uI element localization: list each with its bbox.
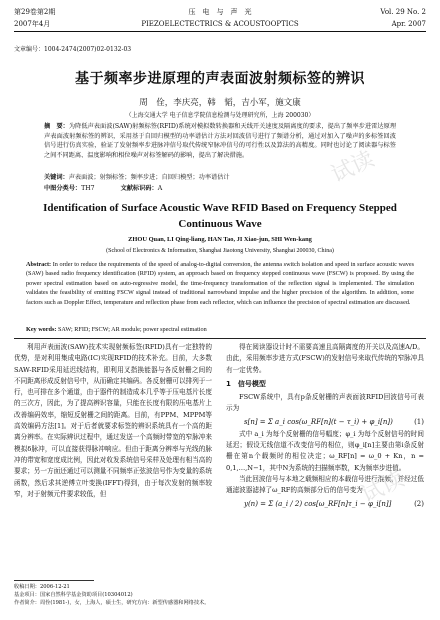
footnote-bio: 作者简介：周佺(1981-)，女，上海人，硕士生，研究方向：新型传感器和网络技术。: [14, 600, 210, 606]
header-rule: [14, 31, 426, 32]
footnote-received: 收稿日期：2006-12-21: [14, 584, 70, 590]
footnote-block: [14, 583, 224, 607]
equation-1-number: (1): [414, 417, 424, 426]
equation-2: [226, 497, 424, 511]
section-heading: 1 信号模型: [226, 379, 266, 388]
equation-2-body: y(n) = Σ (a_i / 2) cos[ω_RF[n]τ_i − φ_i[n]]: [244, 499, 392, 508]
keywords-english: [26, 326, 414, 333]
body-paragraph: 式中 a_i 为每个反射栅的信号幅度；φ_i 为每个反射信号的时间延迟；假设无线信道不改变信号的相位，则φ_i[n]主要由第i条反射栅在第n个载频时的相位决定；ω_RF[n] = ω_0 + Kn，n = 0,1,…,N−1，其中N为系统的扫描频率数，K为频率步进值。: [226, 429, 424, 472]
volume-issue-cn: 第29卷第2期: [14, 8, 56, 16]
affiliation-english: (School of Electronics & Information, Shanghai Jiaotong University, Shanghai 200030, China): [106, 248, 334, 254]
abstract-label-en: Abstract:: [26, 261, 52, 268]
equation-2-number: (2): [414, 499, 424, 508]
body-column-left: [14, 342, 212, 500]
title-chinese: 基于频率步进原理的声表面波射频标签的辨识: [75, 71, 365, 87]
watermark: 试读: [327, 146, 379, 188]
footnote-fund: 基金项目：国家自然科学基金资助项目(10304012): [14, 592, 133, 598]
keywords-label-en: Key words:: [26, 326, 57, 333]
body-paragraph: 得在阅读器设计时不需要高速且高隔离度的开关以及高速A/D。由此，采用频率步进方式(FSCW)的发射信号来取代传统的窄脉冲具有一定优势。: [226, 343, 424, 374]
keywords-label-cn: 关键词：: [44, 174, 69, 181]
watermark: 试读: [357, 466, 409, 508]
footnote-rule: [14, 580, 94, 581]
keywords-text-cn: 声表面波；射频标签；频率步进；自回归模型；功率谱估计: [68, 174, 230, 181]
abstract-text-en: In order to reduce the requirements of the speed of analog-to-digital conversion, the antenna switch isolation and speed in surface acoustic waves (SAW) based radio frequency identification (RFID) system, an approach based on frequency stepped continuous wave (FSCW) is proposed. By using the power spectral estimation based on auto-regressive model, the time-frequency transformation of the reflection signal is implemented. The simulation validates the feasibility of emitting FSCW signal instead of traditional narrowband impulse and the higher precision of the algorithm. In addition, some factors such as Doppler Effect, temperature and reflection phase from each reflector, which can influence the precision of spectral estimation are discussed.: [26, 261, 415, 306]
equation-1: [226, 415, 424, 429]
document-code: 文献标识码：A: [120, 185, 163, 192]
body-paragraph: 当此回波信号与本地之载频相应的本载信号进行混频，并经过低通滤波器滤掉了ω_RF的高频部分后的信号变为: [226, 474, 424, 495]
authors-chinese: 周 佺，李庆亮，韩 韬，吉小军，施文康: [139, 98, 301, 108]
date-cn: 2007年4月: [14, 20, 51, 28]
body-paragraph: FSCW系统中，具有p条反射栅的声表面波RFID回波信号可表示为: [226, 393, 424, 413]
article-number: 文章编号：1004-2474(2007)02-0132-03: [14, 46, 132, 53]
equation-1-body: s[n] = Σ a_i cos(ω_RF[n](t − τ_i) + φ_i[n]): [244, 417, 393, 426]
abstract-text-cn: 为降低声表面波(SAW)射频标签(RFID)系统对模拟数转换器和天线开关速度及隔离度的要求，提出了频率步进雷达原理声表面波射频标签的辨识，采用基于自回归模型的功率谱估计方法对回波信号进行了频谱分析，通过对加入了噪声的多标签回波信号进行仿真实验，验证了发射频率步进脉冲信号取代传统窄脉冲信号的可行性以及算法的高精度。同时也讨论了阅读器与标签之间不同距离、温度影响和相位噪声对标签解码的影响，提出了解决措施。: [44, 123, 397, 159]
title-english: Identification of Surface Acoustic Wave RFID Based on Frequency Stepped Continuous Wave: [43, 202, 397, 230]
abstract-english: [26, 260, 414, 307]
keywords-chinese: [44, 172, 396, 181]
intro-paragraph: 利用声表面波(SAW)技术实现射频标签(RFID)具有一定独特的优势，是对利用集成电路(IC)实现RFID的技术补充。目前，大多数SAW-RFID采用延迟线结构，即利用叉指换能器与各反射栅之间的不同距离形成反射信号中，从而确定其编码。各反射栅可以排列于一行，也可排在多个通道，由于器件的制造成本几乎等于压电基片长度的三次方，因此，为了提高辨识容量，只能在长度有限的压电基片上改善编码效率，缩短反射栅之间的距离。目前，有PPM、MPPM等高效编码方法[1]。对于后者就要求标签的辨识系统具有一个高的距离分辨率。在实际辨识过程中，通过发送一个高频时带宽的窄脉冲来模拟δ脉冲，可以直接获得脉冲响应。但由于距离分辨率与光线的脉冲的带宽和宽度成比例，因此对收发系统信号采样及处理有相当高的要求；另一方面还通过可以测量不同频率正弦波信号作为变量的系统函数，然后求其逆傅立叶变换(IFFT)得到，由于每次发射的频率较窄，对于射频元件要求较低，但: [14, 343, 212, 498]
classification-line: [44, 183, 396, 192]
date-en: Apr. 2007: [391, 20, 426, 28]
clc-code: 中图分类号：TH7: [44, 185, 95, 192]
journal-name-en: PIEZOELECTECTRICS & ACOUSTOOPTICS: [141, 20, 299, 28]
abstract-separator: [14, 338, 426, 339]
volume-issue-en: Vol. 29 No. 2: [380, 8, 426, 16]
abstract-chinese: [44, 122, 396, 160]
abstract-label-cn: 摘 要：: [44, 123, 69, 130]
journal-name-cn: 压 电 与 声 光: [188, 8, 252, 16]
keywords-text-en: SAW; RFID; FSCW; AR module; power spectral estimation: [57, 326, 207, 333]
body-column-right: [226, 342, 424, 511]
affiliation-chinese: （上海交通大学 电子信息学院信息检测与处理研究所，上海 200030）: [125, 112, 315, 119]
authors-english: ZHOU Quan, LI Qing-liang, HAN Tao, JI Xiao-jun, SHI Wen-kang: [128, 236, 312, 243]
